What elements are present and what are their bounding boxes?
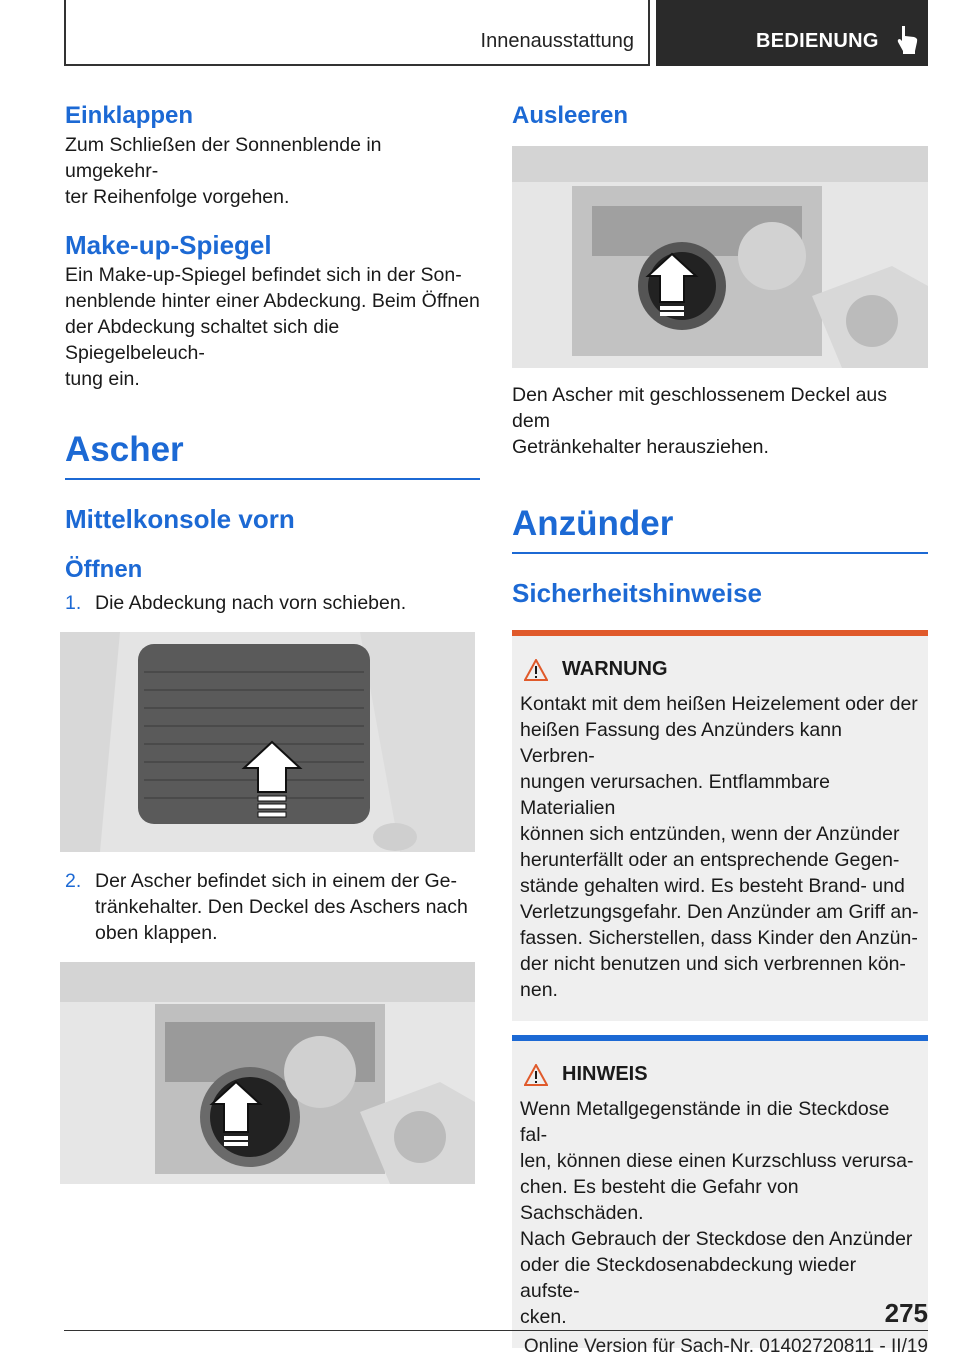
warning-triangle-icon — [524, 659, 548, 681]
note-text: Wenn Metallgegenstände in die Steckdose fal- len, können diese einen Kurzschluss verursa- chen. Es besteht die Gefahr von Sachschäden. Nach Gebrauch der Steckdose den Anzünder oder die Steckdosenabdeckung wieder aufste- cken. — [520, 1098, 914, 1328]
step-1-text: Die Abdeckung nach vorn schieben. — [95, 592, 407, 614]
footer-divider — [64, 1330, 928, 1331]
step-1 — [65, 590, 480, 616]
note-title — [520, 1063, 920, 1086]
header-chapter-label: BEDIENUNG — [756, 30, 879, 52]
warning-box — [512, 630, 928, 1021]
warning-label: WARNUNG — [562, 658, 668, 680]
note-label: HINWEIS — [562, 1063, 648, 1085]
step-2-number: 2. — [65, 870, 82, 892]
right-column — [512, 100, 928, 1348]
heading-make-up-spiegel: Make-up-Spiegel — [65, 230, 272, 260]
page-number: 275 — [884, 1298, 928, 1328]
photo-ashtray-removal — [512, 146, 928, 368]
ausleeren-text: Den Ascher mit geschlossenem Deckel aus dem Getränkehalter herausziehen. — [512, 384, 888, 458]
heading-sicherheitshinweise: Sicherheitshinweise — [512, 578, 762, 608]
caution-triangle-icon — [524, 1064, 548, 1086]
header-chapter-tab[interactable] — [656, 0, 928, 66]
photo-ashtray-cover — [60, 632, 475, 852]
heading-ascher: Ascher — [65, 428, 480, 480]
step-2 — [65, 868, 480, 946]
pointing-hand-icon — [894, 24, 920, 54]
header-section-box — [64, 0, 650, 66]
step-1-number: 1. — [65, 592, 82, 614]
heading-oeffnen: Öffnen — [65, 556, 143, 583]
warning-text: Kontakt mit dem heißen Heizelement oder der heißen Fassung des Anzünders kann Verbren- nungen verursachen. Entflammbare Materialien können sich entzünden, wenn der Anzünder herunterfällt oder an entsprechende Gegen- stände gehalten wird. Es besteht Brand- und Verletzungsgefahr. Den Anzünder am Griff an- fassen. Sicherstellen, dass Kinder den Anzün- der nicht benutzen und sich verbrennen kön- nen. — [520, 693, 919, 1001]
spiegel-text: Ein Make-up-Spiegel befindet sich in der Son- nenblende hinter einer Abdeckung. Beim Öffnen der Abdeckung schaltet sich die Spiegelbeleuch- tung ein. — [65, 264, 480, 390]
heading-mittelkonsole: Mittelkonsole vorn — [65, 504, 295, 534]
einklappen-text: Zum Schließen der Sonnenblende in umgekehr- ter Reihenfolge vorgehen. — [65, 134, 382, 208]
heading-anzuender: Anzünder — [512, 502, 928, 554]
step-2-text: Der Ascher befindet sich in einem der Ge- tränkehalter. Den Deckel des Aschers nach oben klappen. — [95, 870, 468, 944]
warning-title — [520, 658, 920, 681]
note-box — [512, 1035, 928, 1348]
header-section-title: Innenausstattung — [480, 30, 634, 52]
footer-online-version: Online Version für Sach-Nr. 01402720811 - II/19 — [523, 1336, 928, 1357]
photo-ashtray-in-cupholder — [60, 962, 475, 1184]
left-column — [65, 100, 480, 1184]
heading-ausleeren: Ausleeren — [512, 102, 629, 129]
heading-einklappen: Einklappen — [65, 102, 194, 129]
